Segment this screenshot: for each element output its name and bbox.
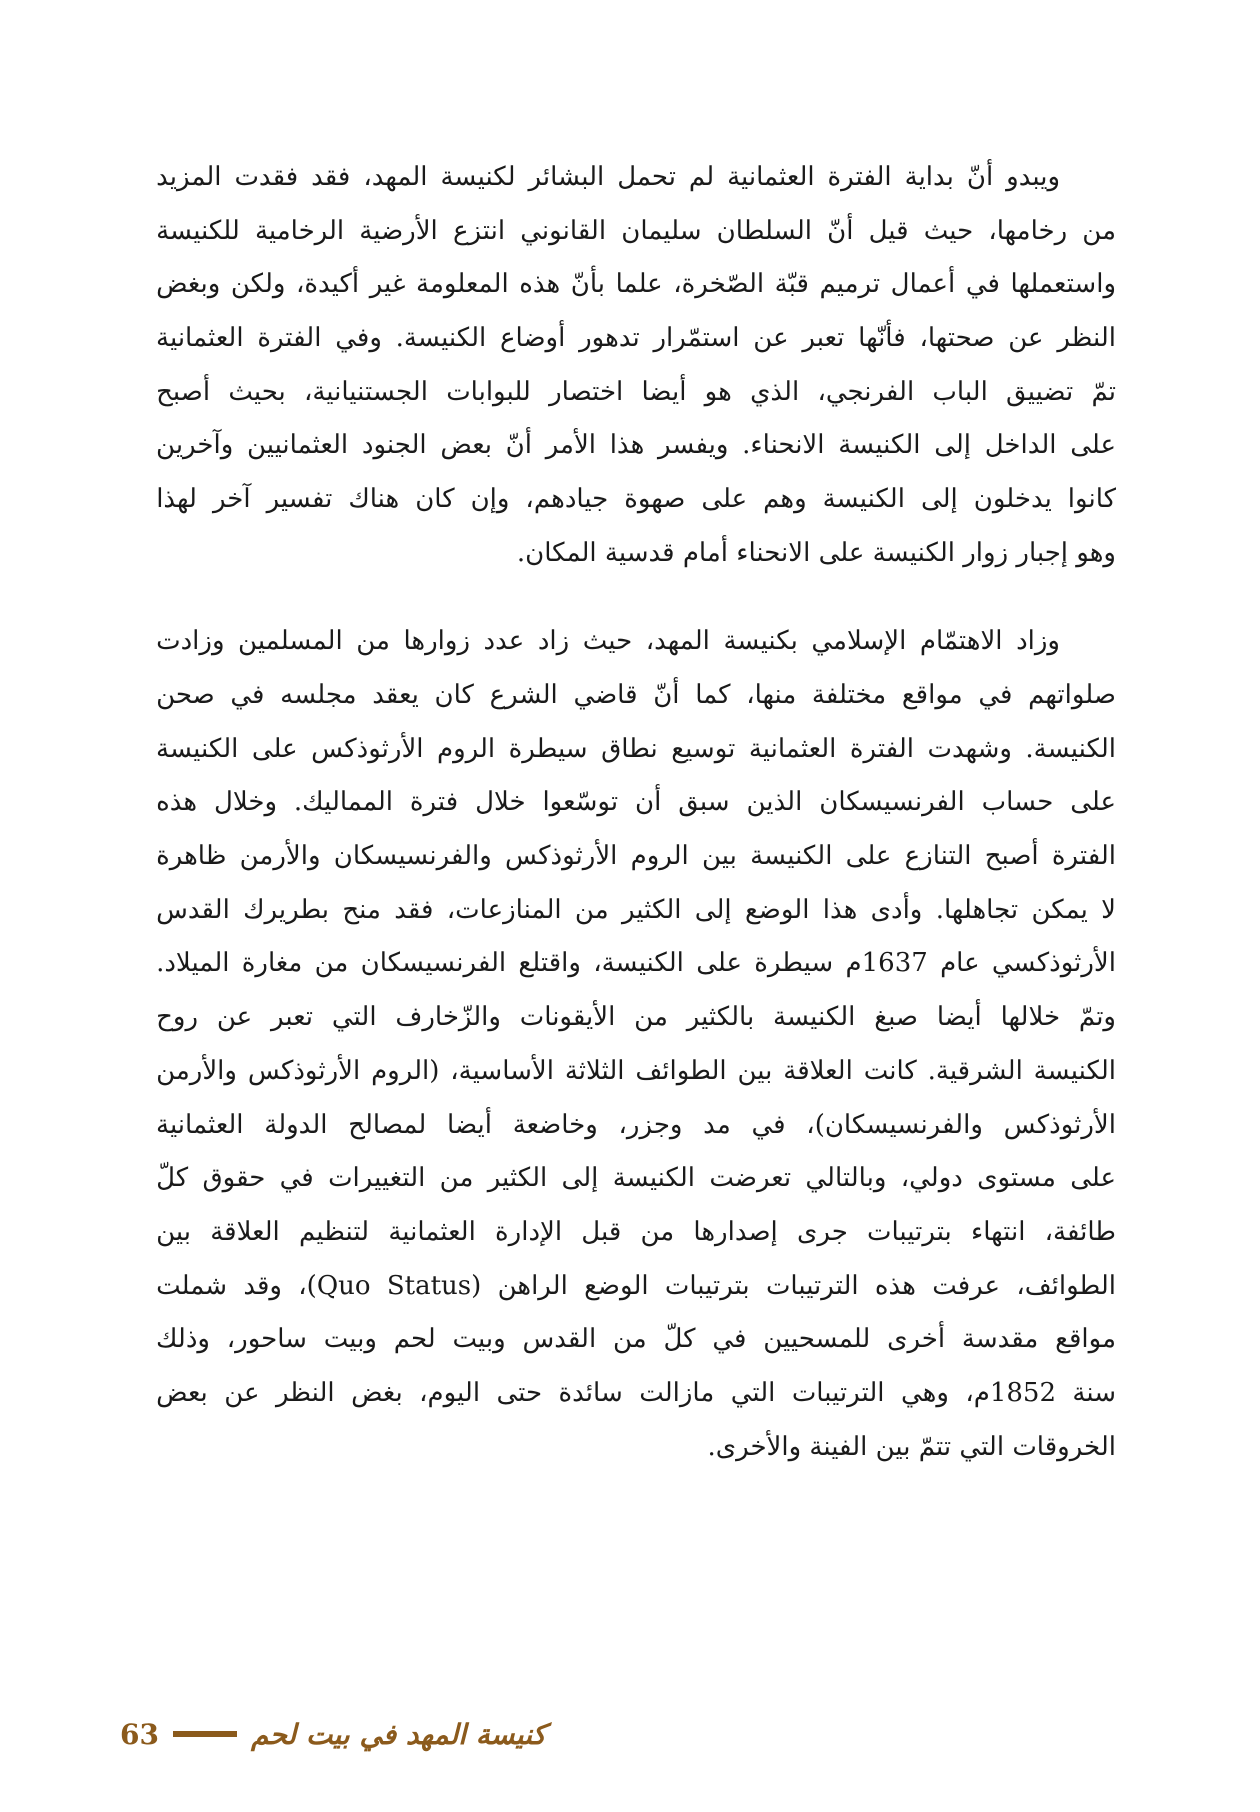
- paragraph-2-line-1: وزاد الاهتمّام الإسلامي بكنيسة المهد، حيث زاد عدد زوارها من المسلمين وزادت: [156, 626, 1060, 657]
- paragraph-1-line-7: كانوا يدخلون إلى الكنيسة وهم على صهوة جيادهم، وإن كان هناك تفسير آخر لهذا: [156, 483, 1116, 514]
- paragraph-1-line-2: من رخامها، حيث قيل أنّ السلطان سليمان القانوني انتزع الأرضية الرخامية للكنيسة: [156, 215, 1116, 246]
- paragraph-2-line-8: وتمّ خلالها أيضا صبغ الكنيسة بالكثير من الأيقونات والزّخارف التي تعبر عن روح: [156, 1002, 1116, 1033]
- paragraph-1-line-3: واستعملها في أعمال ترميم قبّة الصّخرة، علما بأنّ هذه المعلومة غير أكيدة، ولكن وبغض: [156, 269, 1116, 300]
- paragraph-2-line-3: الكنيسة. وشهدت الفترة العثمانية توسيع نطاق سيطرة الروم الأرثوذكس على الكنيسة: [156, 733, 1116, 764]
- page-footer: [120, 1712, 546, 1756]
- paragraph-2-line-4: على حساب الفرنسيسكان الذين سبق أن توسّعوا خلال فترة المماليك. وخلال هذه: [156, 787, 1116, 818]
- body-text: [156, 150, 1116, 1474]
- paragraph-2-line-7: الأرثوذكسي عام 1637م سيطرة على الكنيسة، واقتلع الفرنسيسكان من مغارة الميلاد.: [156, 948, 1116, 979]
- paragraph-2-line-13: الطوائف، عرفت هذه الترتيبات بترتيبات الوضع الراهن (Status Quo)، وقد شملت: [156, 1270, 1116, 1301]
- paragraph-1-line-6: على الداخل إلى الكنيسة الانحناء. ويفسر هذا الأمر أنّ بعض الجنود العثمانيين وآخرين: [156, 430, 1116, 461]
- paragraph-2-line-10: الأرثوذكس والفرنسيسكان)، في مد وجزر، وخاضعة أيضا لمصالح الدولة العثمانية: [156, 1109, 1116, 1140]
- paragraph-1-line-5: تمّ تضييق الباب الفرنجي، الذي هو أيضا اختصار للبوابات الجستنيانية، بحيث أصبح: [156, 376, 1116, 407]
- paragraph-2-line-14: مواقع مقدسة أخرى للمسحيين في كلّ من القدس وبيت لحم وبيت ساحور، وذلك: [156, 1324, 1116, 1355]
- paragraph-2-line-9: الكنيسة الشرقية. كانت العلاقة بين الطوائف الثلاثة الأساسية، (الروم الأرثوذكس والأرمن: [156, 1055, 1116, 1086]
- paragraph-2-line-11: على مستوى دولي، وبالتالي تعرضت الكنيسة إلى الكثير من التغييرات في حقوق كلّ: [156, 1163, 1116, 1194]
- paragraph-1-line-1: ويبدو أنّ بداية الفترة العثمانية لم تحمل البشائر لكنيسة المهد، فقد فقدت المزيد: [156, 161, 1060, 192]
- running-title: كنيسة المهد في بيت لحم: [250, 1717, 546, 1751]
- paragraph-gap: [156, 580, 1116, 615]
- paragraph-2-line-2: صلواتهم في مواقع مختلفة منها، كما أنّ قاضي الشرع كان يعقد مجلسه في صحن: [156, 680, 1116, 711]
- paragraph-2-line-15: سنة 1852م، وهي الترتيبات التي مازالت سائدة حتى اليوم، بغض النظر عن بعض: [156, 1377, 1116, 1408]
- paragraph-2-line-16: الخروقات التي تتمّ بين الفينة والأخرى.: [707, 1431, 1116, 1462]
- footer-rule: [173, 1731, 237, 1737]
- paragraph-2-line-6: لا يمكن تجاهلها. وأدى هذا الوضع إلى الكثير من المنازعات، فقد منح بطريرك القدس: [156, 894, 1116, 925]
- paragraph-1-line-4: النظر عن صحتها، فأنّها تعبر عن استمّرار تدهور أوضاع الكنيسة. وفي الفترة العثمانية: [156, 322, 1116, 353]
- page-number: 63: [120, 1717, 159, 1751]
- paragraph-2-line-12: طائفة، انتهاء بترتيبات جرى إصدارها من قبل الإدارة العثمانية لتنظيم العلاقة بين: [156, 1216, 1116, 1247]
- paragraph-2-line-5: الفترة أصبح التنازع على الكنيسة بين الروم الأرثوذكس والفرنسيسكان والأرمن ظاهرة: [156, 841, 1116, 872]
- paragraph-1-line-8: وهو إجبار زوار الكنيسة على الانحناء أمام قدسية المكان.: [516, 537, 1116, 568]
